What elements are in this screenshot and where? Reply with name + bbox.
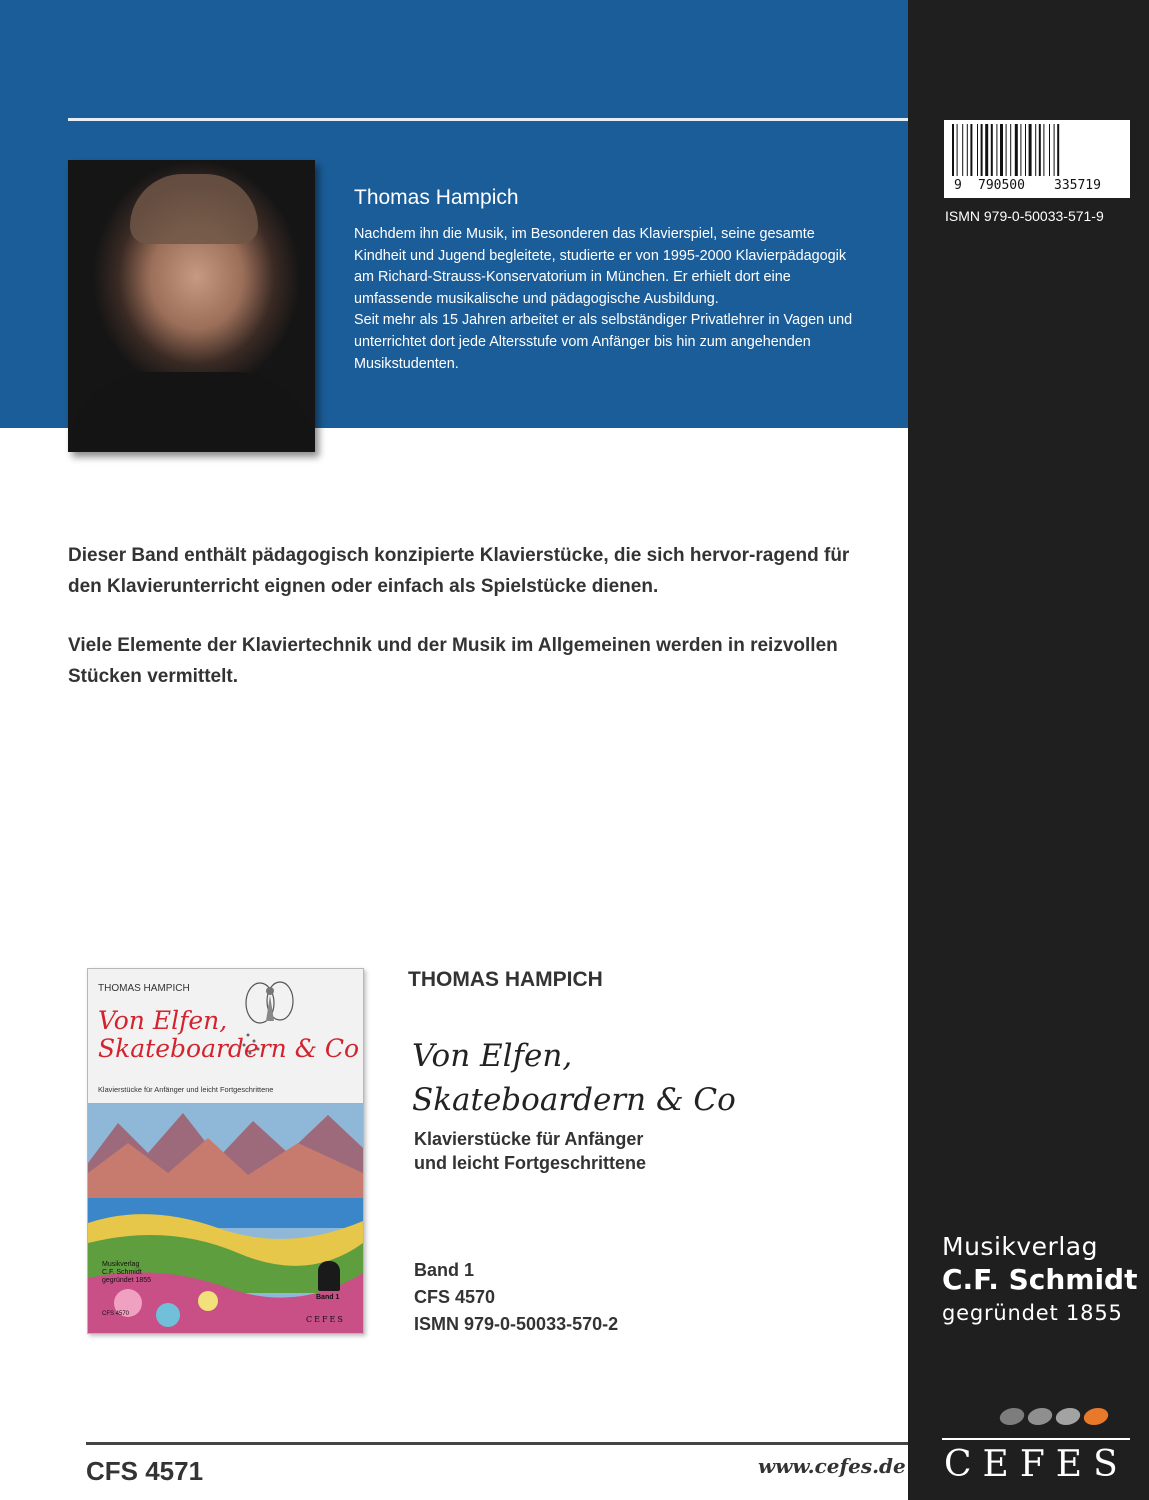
series-title — [412, 1034, 736, 1122]
barcode-bar — [952, 124, 954, 176]
barcode-bar — [957, 124, 958, 176]
barcode-bar — [1035, 124, 1036, 176]
cover-title — [98, 1007, 359, 1063]
cover-title-line-2: Skateboardern & Co — [98, 1034, 360, 1063]
barcode-digits — [944, 178, 1130, 196]
barcode-bar — [1006, 124, 1007, 176]
barcode-bar — [967, 124, 968, 176]
barcode-bar — [962, 124, 963, 176]
logo-dots — [1000, 1408, 1112, 1430]
barcode-bar — [991, 124, 993, 176]
bio-text — [354, 224, 854, 375]
header-rule — [68, 118, 908, 121]
author-photo-shirt — [68, 372, 315, 452]
logo-dot — [998, 1408, 1026, 1425]
cover-publisher-line-1: Musikverlag — [102, 1261, 140, 1268]
description-paragraph-1: Dieser Band enthält pädagogisch konzipierte Klavierstücke, die sich hervor-ragend für den Klavierunterricht eignen oder einfach als Spielstücke dienen. — [68, 545, 850, 597]
cover-subtitle: Klavierstücke für Anfänger und leicht Fortgeschrittene — [98, 1085, 274, 1094]
bio-paragraph-2: Seit mehr als 15 Jahren arbeitet er als selbständiger Privatlehrer in Vagen und unterrichtet dort jede Altersstufe vom Anfänger bis hin zum angehenden Musikstudenten. — [354, 312, 853, 372]
barcode-digit-group-2: 335719 — [1054, 178, 1101, 193]
barcode-bar — [1043, 124, 1044, 176]
barcode-bar — [1020, 124, 1021, 176]
barcode-bar — [996, 124, 997, 176]
barcode-bars — [950, 124, 1124, 176]
footer-code: CFS 4571 — [86, 1456, 204, 1486]
series-subtitle-line-2: und leicht Fortgeschrittene — [414, 1153, 647, 1173]
barcode-bar — [1049, 124, 1050, 176]
logo-rule — [942, 1438, 1130, 1440]
series-ismn: ISMN 979-0-50033-570-2 — [414, 1314, 619, 1334]
bio-paragraph-1: Nachdem ihn die Musik, im Besonderen das Klavierspiel, seine gesamte Kindheit und Jugend begleitete, studierte er von 1995-2000 Klavierpädagogik am Richard-Strauss-Konservatorium in München. Er erhielt dort eine umfassende musikalische und pädagogische Ausbildung. — [354, 226, 847, 307]
barcode-bar — [1010, 124, 1011, 176]
logo-dot — [1026, 1408, 1054, 1425]
series-code: CFS 4570 — [414, 1287, 496, 1307]
series-band: Band 1 — [414, 1260, 475, 1280]
cover-publisher — [102, 1261, 151, 1285]
barcode-bar — [970, 124, 972, 176]
author-photo-hair — [130, 174, 258, 244]
barcode-bar — [977, 124, 978, 176]
cover-author: THOMAS HAMPICH — [98, 983, 190, 994]
series-title-line-2: Skateboardern & Co — [412, 1082, 736, 1118]
bio-name: Thomas Hampich — [354, 186, 519, 209]
piano-icon — [318, 1261, 340, 1291]
barcode-bar — [1015, 124, 1018, 176]
series-meta — [414, 1257, 618, 1338]
barcode-bar — [1029, 124, 1032, 176]
logo-dot — [1082, 1408, 1110, 1425]
series-subtitle-line-1: Klavierstücke für Anfänger — [414, 1129, 644, 1149]
publisher-line-3: gegründet 1855 — [942, 1301, 1123, 1325]
cover-publisher-line-3: gegründet 1855 — [102, 1277, 152, 1284]
barcode-bar — [985, 124, 988, 176]
publisher-line-1: Musikverlag — [942, 1232, 1098, 1261]
series-author: THOMAS HAMPICH — [408, 968, 603, 991]
cover-cefes-logo: CEFES — [306, 1315, 345, 1324]
barcode-bar — [1039, 124, 1041, 176]
barcode-bar — [1057, 124, 1059, 176]
cefes-logo: CEFES — [944, 1444, 1129, 1485]
publisher-line-2: C.F. Schmidt — [942, 1263, 1138, 1296]
barcode-digit-group-1: 790500 — [978, 178, 1025, 193]
barcode-digit-prefix: 9 — [954, 178, 962, 193]
cover-code: CFS 4570 — [102, 1311, 130, 1317]
author-photo — [68, 160, 315, 452]
cover-publisher-line-2: C.F. Schmidt — [102, 1269, 142, 1276]
series-subtitle — [414, 1127, 646, 1175]
footer-rule — [86, 1442, 908, 1445]
series-title-line-1: Von Elfen, — [412, 1038, 573, 1074]
cover-band: Band 1 — [316, 1294, 340, 1301]
barcode — [944, 120, 1130, 198]
logo-dot — [1054, 1408, 1082, 1425]
cover-title-line-1: Von Elfen, — [98, 1006, 228, 1035]
description-paragraph-2: Viele Elemente der Klaviertechnik und der Musik im Allgemeinen werden in reizvollen Stücken vermittelt. — [68, 635, 838, 687]
barcode-bar — [981, 124, 983, 176]
barcode-ismn: ISMN 979-0-50033-571-9 — [945, 208, 1104, 224]
publisher-block — [942, 1230, 1137, 1329]
barcode-bar — [1000, 124, 1003, 176]
barcode-bar — [1054, 124, 1055, 176]
barcode-bar — [1025, 124, 1026, 176]
book-cover-thumbnail — [87, 968, 364, 1334]
footer-website: www.cefes.de — [758, 1454, 906, 1478]
